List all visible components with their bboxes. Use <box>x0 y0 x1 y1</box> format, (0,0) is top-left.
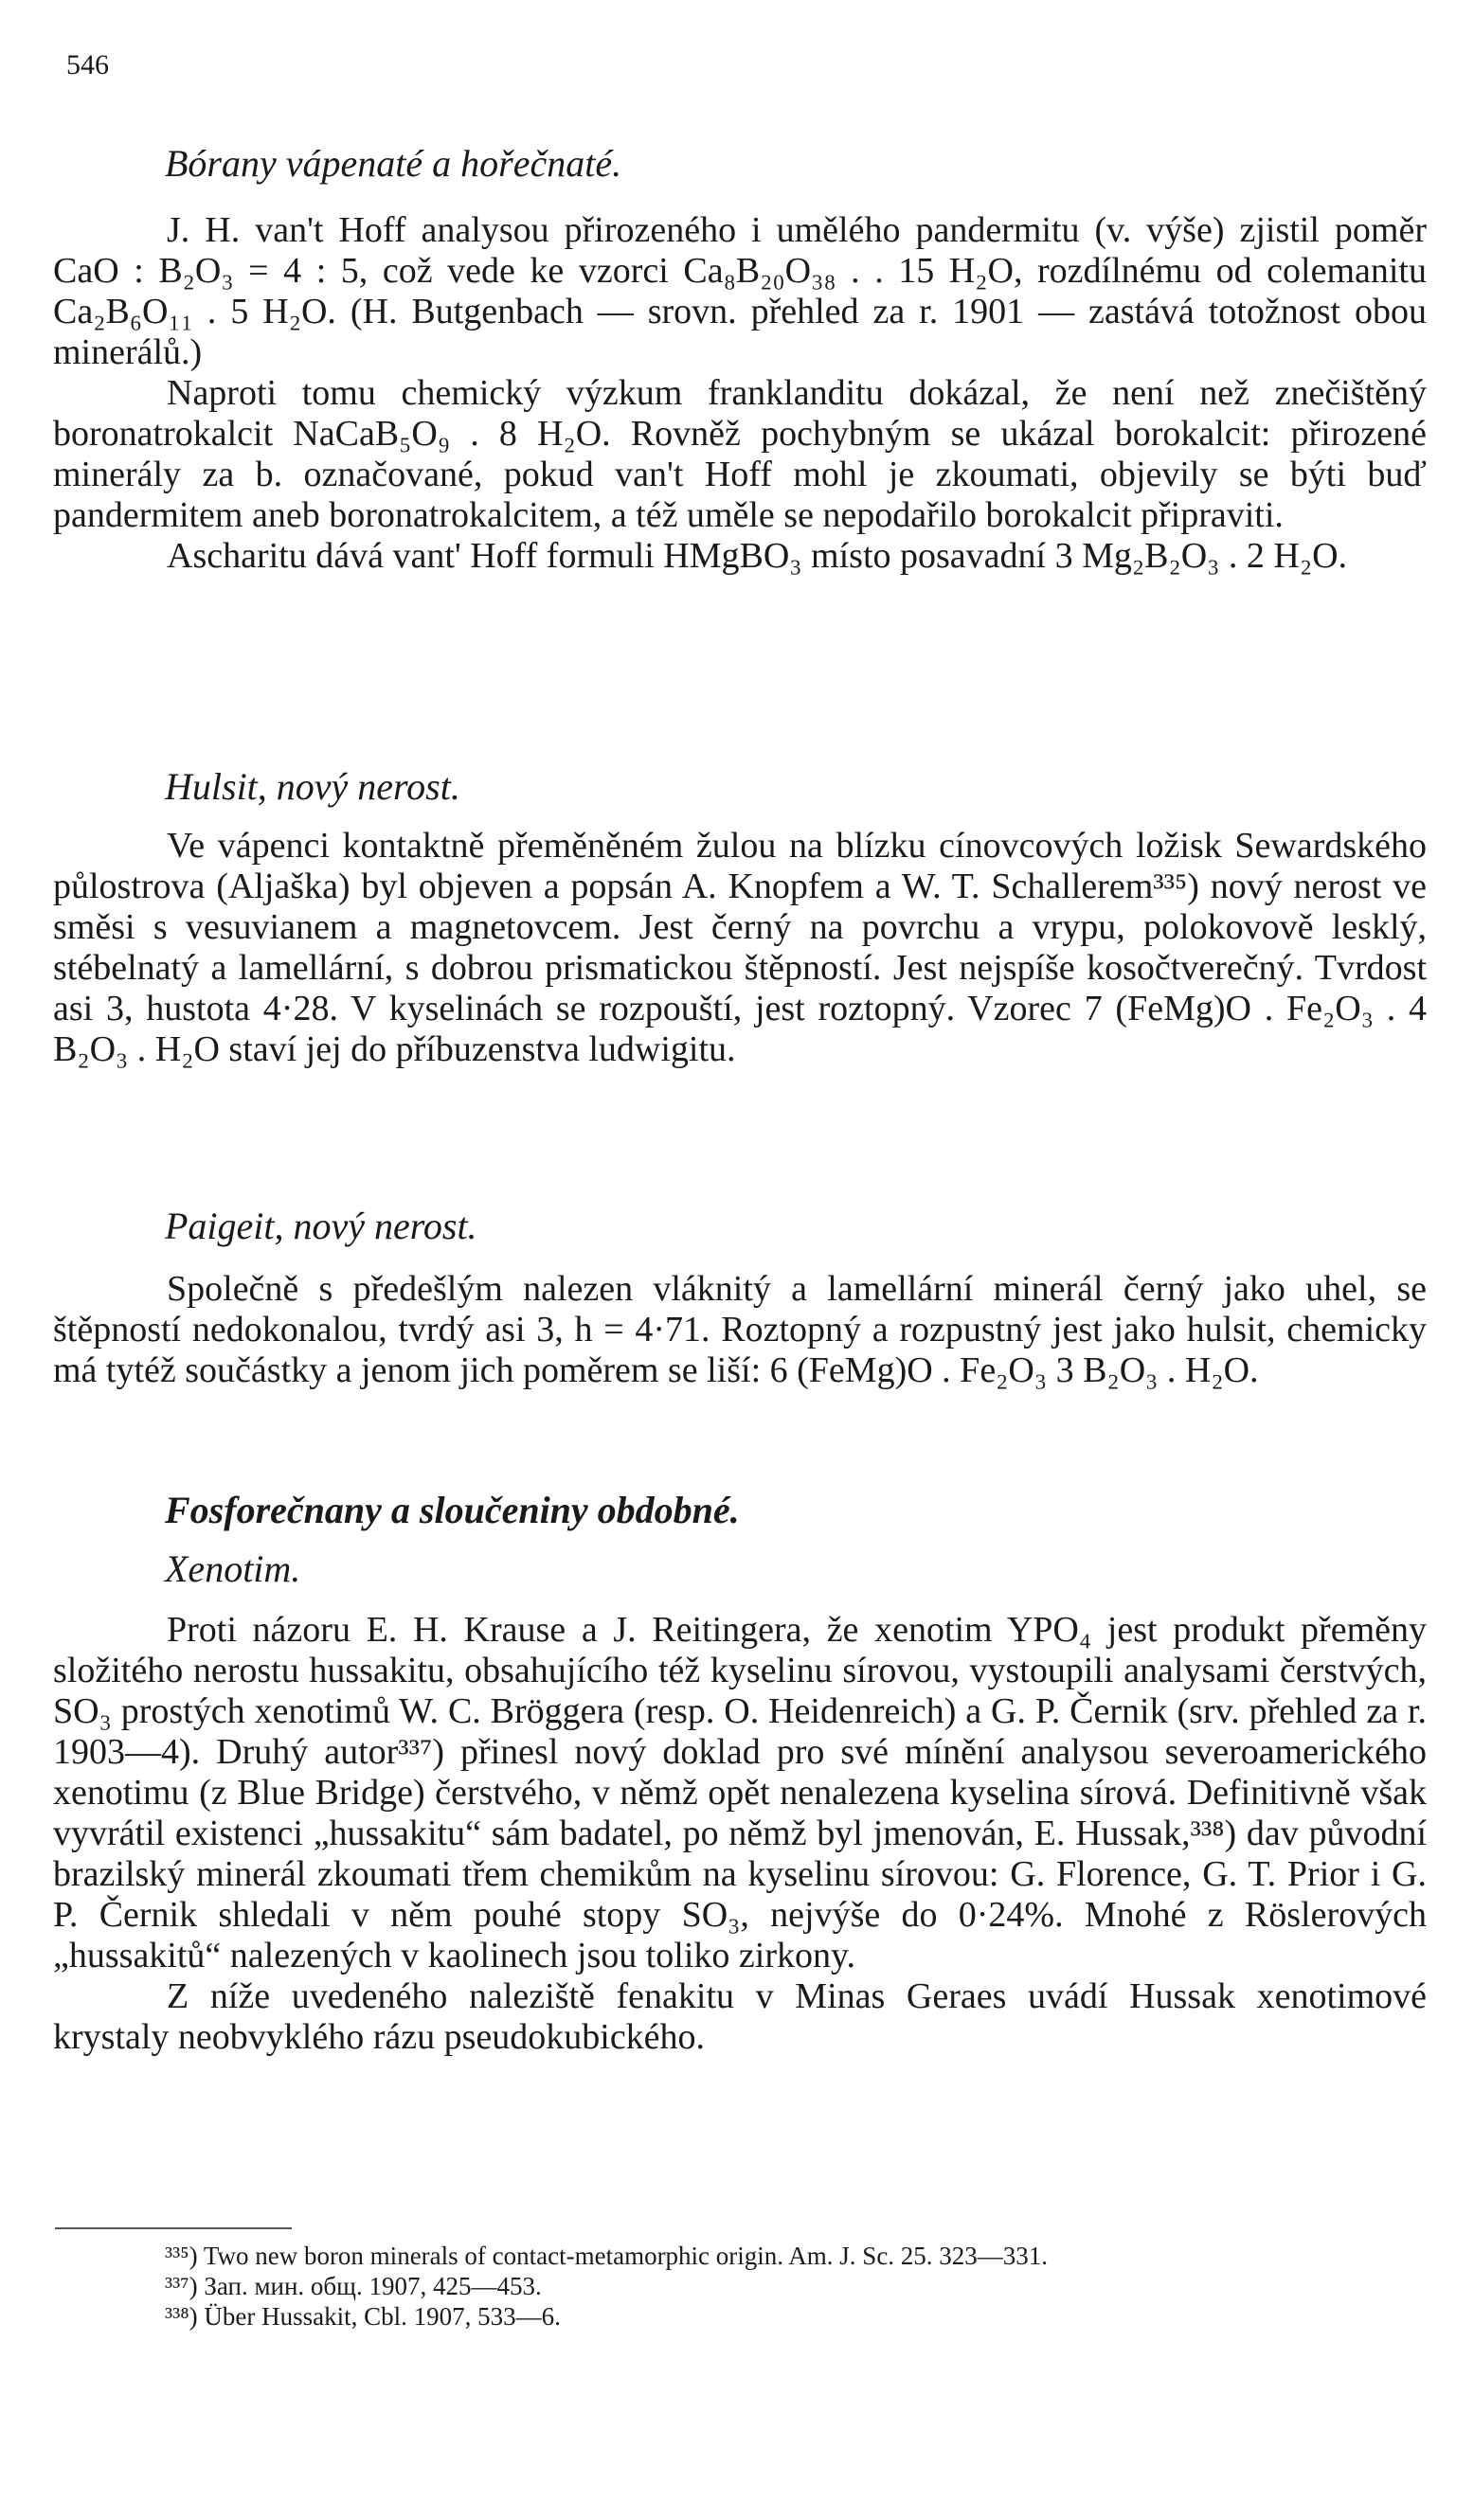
paragraph: Z níže uvedeného naleziště fenakitu v Minas Geraes uvádí Hussak xenotimové krystaly neobvyklého rázu pseudokubického. <box>53 1976 1427 2057</box>
footnote: ³³⁷) Зап. мин. общ. 1907, 425—453. <box>165 2272 542 2300</box>
section-heading: Paigeit, nový nerost. <box>165 1205 477 1247</box>
footnote-divider <box>55 2227 292 2229</box>
paragraph: Ve vápenci kontaktně přeměněném žulou na blízku cínovcových ložisk Sewardského půlostrova (Aljaška) byl objeven a popsán A. Knopfem a W. T. Schallerem³³⁵) nový nerost ve směsi s vesuvianem a magnetovcem. Jest černý na povrchu a vrypu, polokovově lesklý, stébelnatý a lamellární, s dobrou prismatickou štěpností. Jest nejspíše kosočtverečný. Tvrdost asi 3, hustota 4·28. V kyselinách se rozpouští, jest roztopný. Vzorec 7 (FeMg)O . Fe₂O₃ . 4 B₂O₃ . H₂O staví jej do příbuzenstva ludwigitu. <box>53 826 1427 1069</box>
paragraph: Proti názoru E. H. Krause a J. Reitingera, že xenotim YPO₄ jest produkt přeměny složitého nerostu hussakitu, obsahujícího též kyselinu sírovou, vystoupili analysami čerstvých, SO₃ prostých xenotimů W. C. Bröggera (resp. O. Heidenreich) a G. P. Černik (srv. přehled za r. 1903—4). Druhý autor³³⁷) přinesl nový doklad pro své mínění analysou severoamerického xenotimu (z Blue Bridge) čerstvého, v němž opět nenalezena kyselina sírová. Definitivně však vyvrátil existenci „hussakitu“ sám badatel, po němž byl jmenován, E. Hussak,³³⁸) dav původní brazilský minerál zkoumati třem chemikům na kyselinu sírovou: G. Florence, G. T. Prior i G. P. Černik shledali v něm pouhé stopy SO₃, nejvýše do 0·24%. Mnohé z Röslerových „hussakitů“ nalezených v kaolinech jsou toliko zirkony. <box>53 1610 1427 1975</box>
footnote: ³³⁸) Über Hussakit, Cbl. 1907, 533—6. <box>165 2302 561 2331</box>
page-number: 546 <box>66 49 109 80</box>
section-xenotim <box>53 1547 1427 1591</box>
section-heading: Bórany vápenaté a hořečnaté. <box>165 142 622 185</box>
paragraph: J. H. van't Hoff analysou přirozeného i umělého pandermitu (v. výše) zjistil poměr CaO : B₂O₃ = 4 : 5, což vede ke vzorci Ca₈B₂₀O₃₈ . . 15 H₂O, rozdílnému od colemanitu Ca₂B₆O₁₁ . 5 H₂O. (H. Butgenbach — srovn. přehled za r. 1901 — zastává totožnost obou minerálů.) <box>53 210 1427 372</box>
section-heading: Hulsit, nový nerost. <box>165 765 460 808</box>
section-xenotim-body <box>53 1610 1427 2058</box>
section-hulsit-body <box>53 826 1427 1070</box>
footnotes <box>53 2241 1427 2332</box>
paragraph: Společně s předešlým nalezen vláknitý a lamellární minerál černý jako uhel, se štěpností nedokonalou, tvrdý asi 3, h = 4·71. Roztopný a rozpustný jest jako hulsit, chemicky má tytéž součástky a jenom jich poměrem se liší: 6 (FeMg)O . Fe₂O₃ 3 B₂O₃ . H₂O. <box>53 1269 1427 1390</box>
section-paigeit-body <box>53 1269 1427 1391</box>
paragraph: Ascharitu dává vant' Hoff formuli HMgBO₃ místo posavadní 3 Mg₂B₂O₃ . 2 H₂O. <box>167 536 1348 576</box>
footnote: ³³⁵) Two new boron minerals of contact-metamorphic origin. Am. J. Sc. 25. 323—331. <box>165 2242 1049 2270</box>
section-borany-body <box>53 210 1427 577</box>
section-hulsit <box>53 765 1427 809</box>
chapter-heading: Fosforečnany a sloučeniny obdobné. <box>165 1489 740 1531</box>
paragraph: Naproti tomu chemický výzkum franklanditu dokázal, že není než znečištěný boronatrokalcit NaCaB₅O₉ . 8 H₂O. Rovněž pochybným se ukázal borokalcit: přirozené minerály za b. označované, pokud van't Hoff mohl je zkoumati, objevily se býti buď pandermitem aneb boronatrokalcitem, a též uměle se nepodařilo borokalcit připraviti. <box>53 373 1427 535</box>
section-paigeit <box>53 1205 1427 1248</box>
section-borany <box>53 142 1427 186</box>
section-fosforecnany <box>53 1489 1427 1532</box>
subsection-heading: Xenotim. <box>165 1547 301 1590</box>
